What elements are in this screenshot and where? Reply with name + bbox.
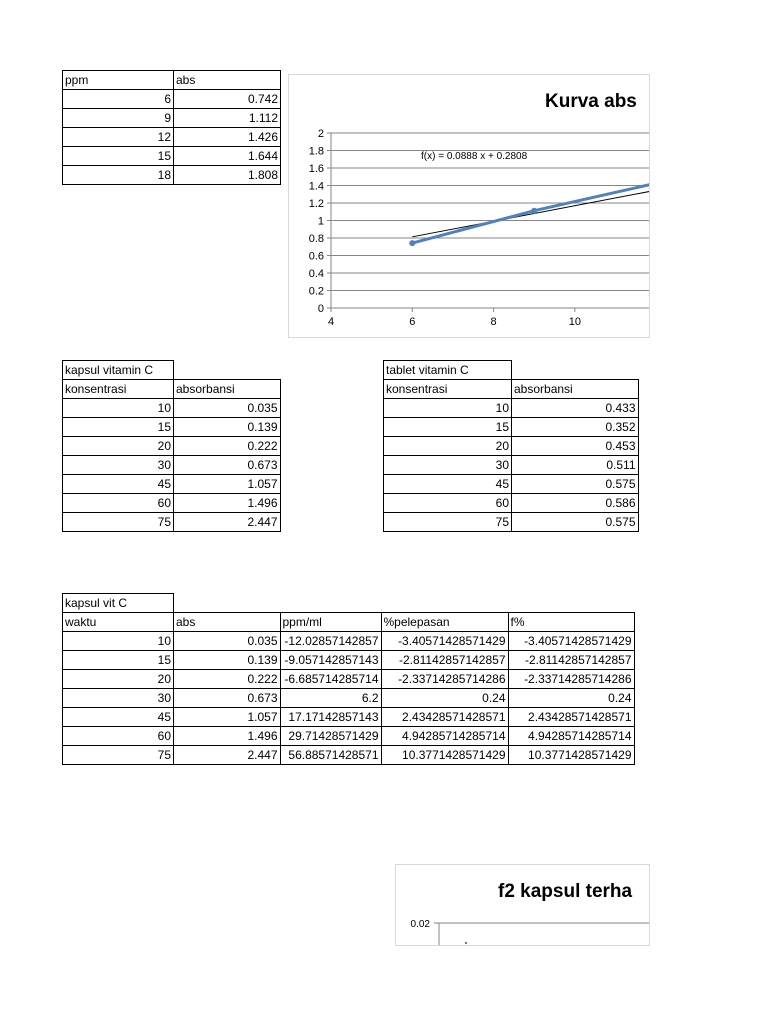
y-tick-label: 0 [317,303,324,315]
table-cell[interactable]: absorbansi [512,380,639,399]
table-cell[interactable]: abs [174,71,281,90]
table-row [63,632,635,651]
table-cell[interactable]: 4.94285714285714 [508,727,634,746]
table-cell[interactable]: 10.3771428571429 [381,746,508,765]
y-tick-label: 1.4 [308,180,324,193]
table-cell[interactable]: konsentrasi [63,380,174,399]
table-cell[interactable]: 12 [63,128,174,147]
calibration-chart[interactable] [288,74,650,338]
table-row [63,399,281,418]
chart-title: f2 kapsul terha [498,881,633,902]
data-point [531,208,537,214]
table-cell[interactable]: 0.433 [512,399,639,418]
table-cell[interactable]: 2.447 [174,746,281,765]
table-row [384,494,639,513]
table-cell[interactable]: 0.24 [381,689,508,708]
chart-title: Kurva abs [545,91,637,112]
table-header-row [63,613,635,632]
y-tick-label: 1.6 [308,163,324,175]
table-cell[interactable]: abs [174,613,281,632]
table-header-row [384,380,639,399]
table-cell[interactable]: 15 [63,651,174,670]
table-cell[interactable]: 45 [63,475,174,494]
table-cell[interactable]: -3.40571428571429 [381,632,508,651]
table-title-row [63,361,281,380]
kapsul-vit-c-calculation-table [62,593,635,765]
table-row [63,513,281,532]
data-series-line [412,150,649,243]
table-cell[interactable]: 6 [63,90,174,109]
f2-chart[interactable] [395,864,650,946]
table-row [63,494,281,513]
table-cell[interactable]: 9 [63,109,174,128]
table-row [63,456,281,475]
table-row [63,166,281,185]
table-cell[interactable]: 56.88571428571 [280,746,381,765]
x-tick-label: 8 [490,316,497,328]
table-cell[interactable]: absorbansi [174,380,281,399]
kapsul-vitamin-c-table [62,360,281,532]
y-tick-label: 0.2 [308,285,324,298]
table-cell[interactable]: 0.673 [174,456,281,475]
trendline-equation: f(x) = 0.0888 x + 0.2808 [421,151,528,162]
table-cell[interactable]: 45 [63,708,174,727]
empty-cell[interactable] [280,594,381,613]
table-cell[interactable]: -2.33714285714286 [381,670,508,689]
table-row [63,689,635,708]
y-tick-label: 0.02 [410,919,430,930]
chart-plot-area [289,75,649,337]
table-cell[interactable]: 6.2 [280,689,381,708]
table-cell[interactable]: 60 [63,727,174,746]
table-row [63,670,635,689]
table-cell[interactable]: 20 [384,437,512,456]
table-cell[interactable]: -3.40571428571429 [508,632,634,651]
table-cell[interactable]: 75 [63,513,174,532]
table-cell[interactable]: 15 [63,418,174,437]
table-row [384,418,639,437]
table-title[interactable]: kapsul vitamin C [63,361,174,380]
standard-table [62,70,281,185]
y-tick-label: 2 [317,128,324,140]
table-cell[interactable]: 1.808 [174,166,281,185]
table-cell[interactable]: 10.3771428571429 [508,746,634,765]
x-tick-label: 4 [327,316,335,328]
table-row [384,513,639,532]
table-cell[interactable]: 0.222 [174,670,281,689]
table-cell[interactable]: 10 [63,632,174,651]
empty-cell[interactable] [512,361,639,380]
table-row [63,708,635,727]
table-header-row [63,380,281,399]
table-title[interactable]: tablet vitamin C [384,361,512,380]
chart-plot-area [396,865,649,945]
table-row [63,128,281,147]
table-cell[interactable]: 0.352 [512,418,639,437]
table-cell[interactable]: 0.035 [174,632,281,651]
table-cell[interactable]: 17.17142857143 [280,708,381,727]
table-cell[interactable]: konsentrasi [384,380,512,399]
table-cell[interactable]: 60 [384,494,512,513]
table-cell[interactable]: 10 [63,399,174,418]
empty-cell[interactable] [381,594,508,613]
table-cell[interactable]: f% [508,613,634,632]
table-cell[interactable]: 0.673 [174,689,281,708]
table-row [63,475,281,494]
table-row [63,109,281,128]
table-cell[interactable]: -2.33714285714286 [508,670,634,689]
table-cell[interactable]: 29.71428571429 [280,727,381,746]
table-cell[interactable]: 4.94285714285714 [381,727,508,746]
table-cell[interactable]: 0.511 [512,456,639,475]
x-axis-ticks [328,308,581,328]
y-tick-label: 1.8 [308,145,324,158]
y-tick-label: 1.2 [308,198,324,210]
y-axis-ticks [309,128,331,315]
x-tick-label: 6 [409,316,416,328]
table-cell[interactable]: 1.496 [174,727,281,746]
table-cell[interactable]: 0.575 [512,513,639,532]
table-row [63,746,635,765]
table-cell[interactable]: 75 [384,513,512,532]
table-cell[interactable]: 0.742 [174,90,281,109]
y-tick-label: 0.4 [308,268,324,280]
table-cell[interactable]: 0.139 [174,651,281,670]
table-title-row [63,594,635,613]
table-cell[interactable]: 2.43428571428571 [508,708,634,727]
table-cell[interactable]: %pelepasan [381,613,508,632]
table-row [384,437,639,456]
table-cell[interactable]: 0.575 [512,475,639,494]
table-cell[interactable]: -2.81142857142857 [508,651,634,670]
table-row [63,147,281,166]
table-cell[interactable]: 1.112 [174,109,281,128]
table-row [63,437,281,456]
table-title[interactable]: kapsul vit C [63,594,174,613]
table-row [63,727,635,746]
table-cell[interactable]: 2.43428571428571 [381,708,508,727]
table-cell[interactable]: 20 [63,437,174,456]
y-tick-label: 0.6 [308,250,324,263]
table-cell[interactable]: 15 [384,418,512,437]
table-cell[interactable]: 60 [63,494,174,513]
table-row [384,456,639,475]
tablet-vitamin-c-table [383,360,639,532]
table-cell[interactable]: -2.81142857142857 [381,651,508,670]
empty-cell[interactable] [508,594,634,613]
table-cell[interactable]: 0.24 [508,689,634,708]
table-row [384,475,639,494]
table-row [384,399,639,418]
table-cell[interactable]: 1.057 [174,708,281,727]
table-cell[interactable]: ppm/ml [280,613,381,632]
table-cell[interactable]: -12.02857142857 [280,632,381,651]
table-cell[interactable]: 2.447 [174,513,281,532]
table-cell[interactable]: 0.453 [512,437,639,456]
table-cell[interactable]: 30 [384,456,512,475]
table-header-row [63,71,281,90]
table-cell[interactable]: 0.222 [174,437,281,456]
empty-cell[interactable] [174,594,281,613]
data-point [465,942,467,944]
table-cell[interactable]: 1.644 [174,147,281,166]
table-cell[interactable]: 1.426 [174,128,281,147]
table-cell[interactable]: 18 [63,166,174,185]
data-point [409,240,415,246]
y-tick-label: 1 [317,215,324,228]
table-cell[interactable]: ppm [63,71,174,90]
table-cell[interactable]: 20 [63,670,174,689]
table-cell[interactable]: waktu [63,613,174,632]
table-cell[interactable]: 1.496 [174,494,281,513]
table-cell[interactable]: 1.057 [174,475,281,494]
table-row [63,651,635,670]
table-cell[interactable]: -6.685714285714 [280,670,381,689]
table-cell[interactable]: 30 [63,689,174,708]
table-cell[interactable]: 10 [384,399,512,418]
table-cell[interactable]: 75 [63,746,174,765]
table-cell[interactable]: 45 [384,475,512,494]
table-row [63,418,281,437]
empty-cell[interactable] [174,361,281,380]
y-tick-label: 0.8 [308,233,324,245]
table-cell[interactable]: 0.139 [174,418,281,437]
table-cell[interactable]: 0.035 [174,399,281,418]
table-cell[interactable]: 15 [63,147,174,166]
table-cell[interactable]: 30 [63,456,174,475]
table-cell[interactable]: 0.586 [512,494,639,513]
table-title-row [384,361,639,380]
table-row [63,90,281,109]
x-tick-label: 10 [568,316,581,328]
table-cell[interactable]: -9.057142857143 [280,651,381,670]
